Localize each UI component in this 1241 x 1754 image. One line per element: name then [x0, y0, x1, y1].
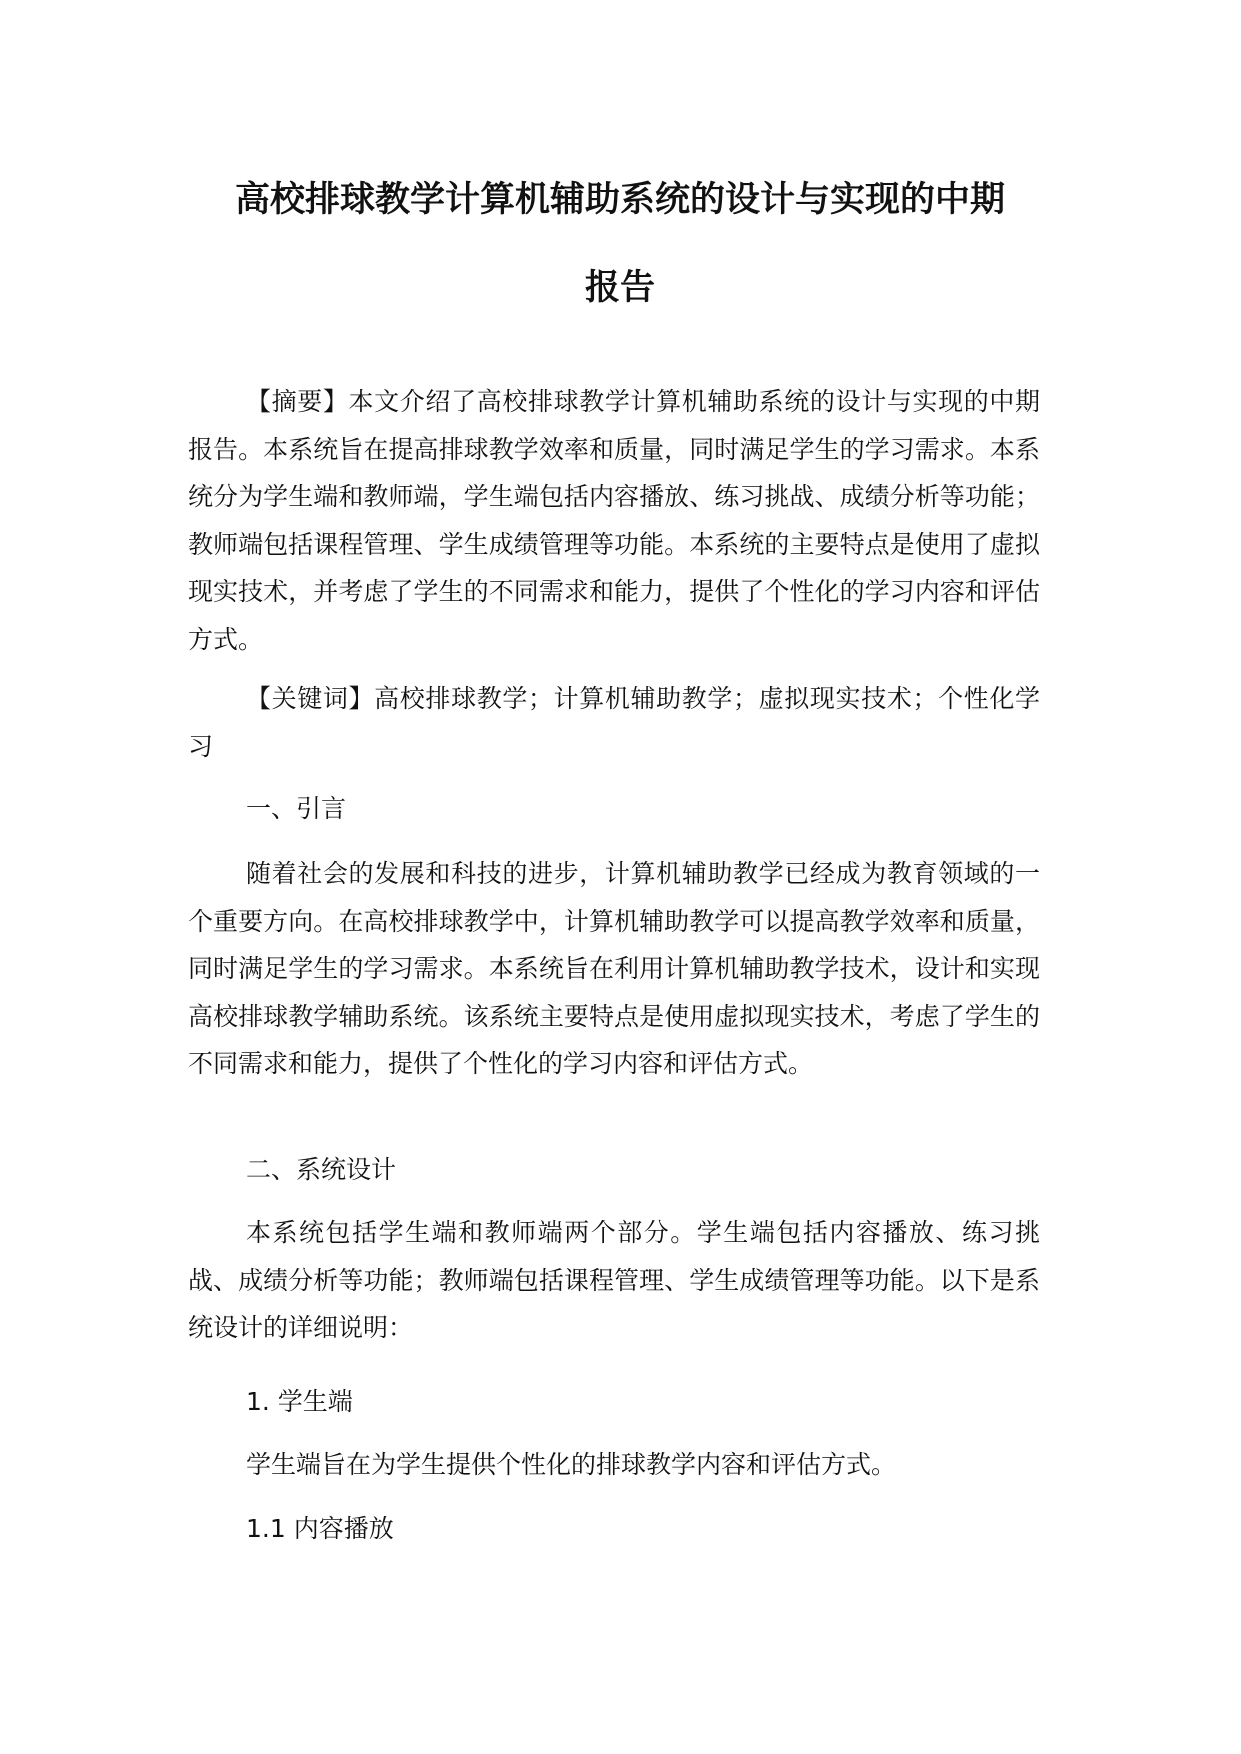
keywords-paragraph: 【关键词】高校排球教学；计算机辅助教学；虚拟现实技术；个性化学习 — [188, 684, 1040, 761]
document-title-line-1: 高校排球教学计算机辅助系统的设计与实现的中期 — [234, 180, 1005, 220]
document-title-line-2: 报告 — [584, 268, 655, 308]
subsubsection-heading-content-playback: 1.1 内容播放 — [246, 1514, 394, 1543]
student-end-paragraph: 学生端旨在为学生提供个性化的排球教学内容和评估方式。 — [246, 1450, 897, 1479]
system-design-paragraph: 本系统包括学生端和教师端两个部分。学生端包括内容播放、练习挑战、成绩分析等功能；教师端包括课程管理、学生成绩管理等功能。以下是系统设计的详细说明： — [188, 1218, 1040, 1342]
abstract-paragraph: 【摘要】本文介绍了高校排球教学计算机辅助系统的设计与实现的中期报告。本系统旨在提高排球教学效率和质量，同时满足学生的学习需求。本系统分为学生端和教师端，学生端包括内容播放、练习挑战、成绩分析等功能；教师端包括课程管理、学生成绩管理等功能。本系统的主要特点是使用了虚拟现实技术，并考虑了学生的不同需求和能力，提供了个性化的学习内容和评估方式。 — [188, 387, 1040, 654]
section-heading-introduction: 一、引言 — [246, 794, 347, 823]
introduction-paragraph: 随着社会的发展和科技的进步，计算机辅助教学已经成为教育领域的一个重要方向。在高校排球教学中，计算机辅助教学可以提高教学效率和质量，同时满足学生的学习需求。本系统旨在利用计算机辅助教学技术，设计和实现高校排球教学辅助系统。该系统主要特点是使用虚拟现实技术，考虑了学生的不同需求和能力，提供了个性化的学习内容和评估方式。 — [188, 859, 1040, 1078]
section-heading-system-design: 二、系统设计 — [246, 1155, 397, 1184]
subsection-heading-student-end: 1. 学生端 — [246, 1387, 353, 1416]
